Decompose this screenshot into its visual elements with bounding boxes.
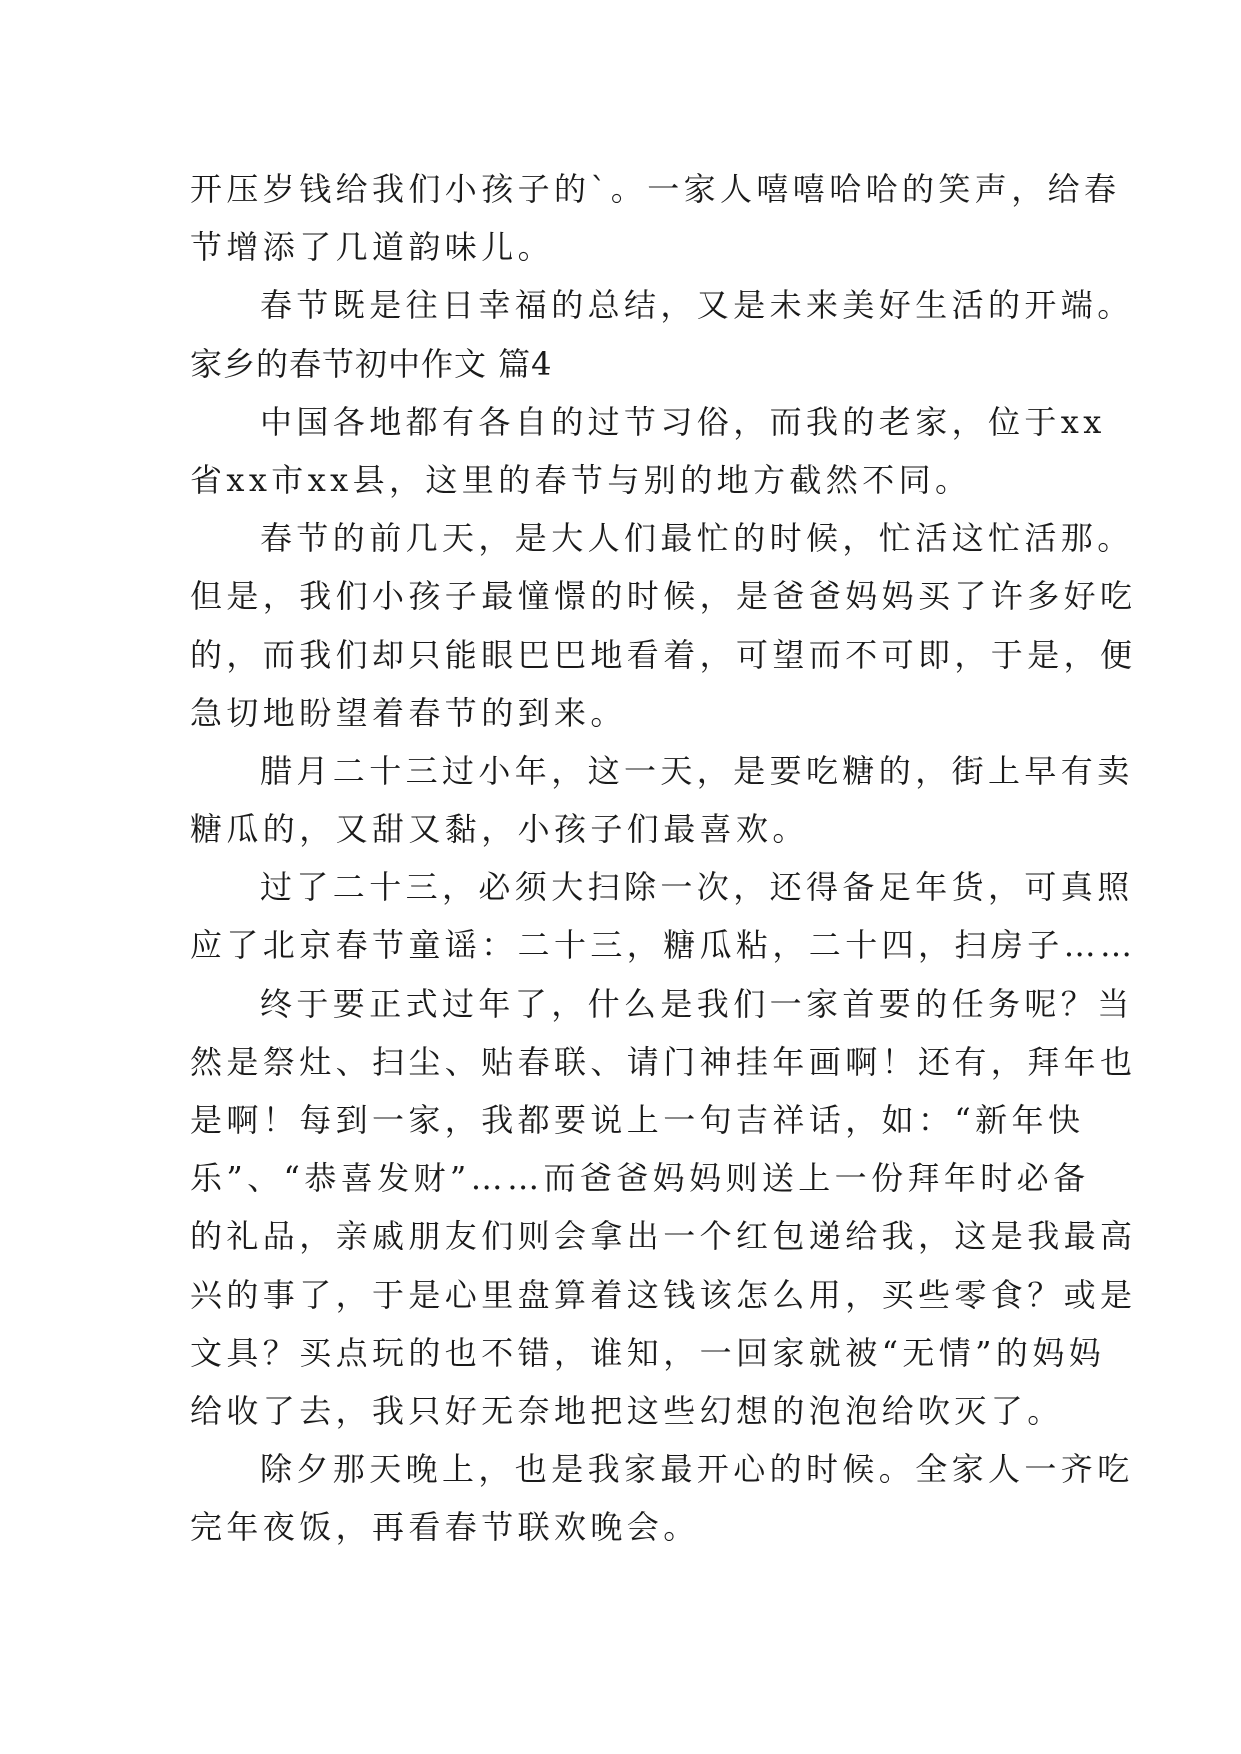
text-line: 急切地盼望着春节的到来。 — [190, 693, 627, 732]
text-line: 过了二十三，必须大扫除一次，还得备足年货，可真照 — [260, 868, 1134, 907]
text-line: 除夕那天晚上，也是我家最开心的时候。全家人一齐吃 — [260, 1450, 1134, 1489]
text-line: 然是祭灶、扫尘、贴春联、请门神挂年画啊！还有，拜年也 — [190, 1042, 1137, 1081]
text-line: 节增添了几道韵味儿。 — [190, 228, 555, 267]
text-line: 完年夜饭，再看春节联欢晚会。 — [190, 1508, 700, 1547]
text-line: 的礼品，亲戚朋友们则会拿出一个红包递给我，这是我最高 — [190, 1217, 1137, 1256]
document-body — [190, 160, 1137, 1557]
text-line: 开压岁钱给我们小孩子的`。一家人嘻嘻哈哈的笑声，给春 — [190, 170, 1121, 208]
text-line: 是啊！每到一家，我都要说上一句吉祥话，如：“新年快 — [190, 1101, 1085, 1139]
section-heading: 家乡的春节初中作文 篇4 — [190, 344, 553, 383]
text-line: 糖瓜的，又甜又黏，小孩子们最喜欢。 — [190, 810, 809, 849]
text-line: 乐”、“恭喜发财”……而爸爸妈妈则送上一份拜年时必备 — [190, 1159, 1090, 1198]
text-line: 应了北京春节童谣：二十三，糖瓜粘，二十四，扫房子…… — [190, 926, 1137, 965]
text-line: 文具？买点玩的也不错，谁知，一回家就被“无情”的妈妈 — [190, 1333, 1106, 1372]
text-line: 终于要正式过年了，什么是我们一家首要的任务呢？当 — [260, 984, 1134, 1023]
text-line: 但是，我们小孩子最憧憬的时候，是爸爸妈妈买了许多好吃 — [190, 577, 1137, 616]
text-line: 春节既是往日幸福的总结，又是未来美好生活的开端。 — [260, 286, 1134, 325]
text-line: 春节的前几天，是大人们最忙的时候，忙活这忙活那。 — [260, 519, 1134, 558]
text-line: 腊月二十三过小年，这一天，是要吃糖的，街上早有卖 — [260, 751, 1134, 790]
text-line: 的，而我们却只能眼巴巴地看着，可望而不可即，于是，便 — [190, 635, 1137, 674]
text-line: 省xx市xx县，这里的春节与别的地方截然不同。 — [190, 460, 972, 499]
text-line: 兴的事了，于是心里盘算着这钱该怎么用，买些零食？或是 — [190, 1275, 1137, 1314]
text-line: 中国各地都有各自的过节习俗，而我的老家，位于xx — [260, 402, 1106, 441]
text-line: 给收了去，我只好无奈地把这些幻想的泡泡给吹灭了。 — [190, 1391, 1064, 1430]
